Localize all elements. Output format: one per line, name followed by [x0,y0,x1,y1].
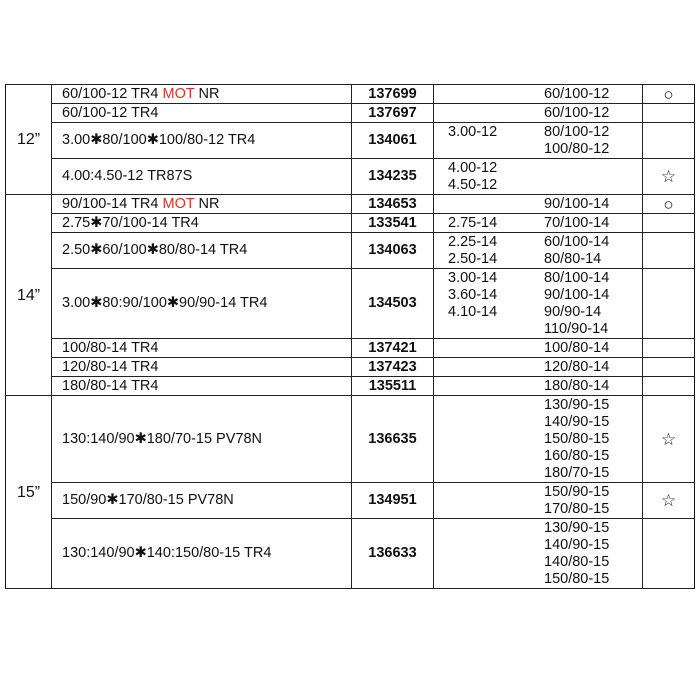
product-code: 134951 [352,483,434,519]
fitment-cell [434,123,643,159]
tube-description-text: 130:140/90✱180/70-15 PV78N [62,430,262,447]
fitment-cell [434,233,643,269]
fitment-wrap [434,234,642,268]
alt-sizes [434,378,538,395]
fitment-cell [434,104,643,123]
tube-description-text: 130:140/90✱140:150/80-15 TR4 [62,545,272,561]
table-row [6,159,695,195]
table-row [6,104,695,123]
fitment-wrap [434,378,642,395]
fit-size: 150/90-15 [544,483,610,500]
alt-sizes [434,359,538,376]
fitment-wrap [434,359,642,376]
fitment-cell [434,396,643,483]
tube-description [52,85,352,104]
product-code: 136633 [352,519,434,589]
fitment-cell [434,519,643,589]
fit-size: 80/100-14 [544,269,610,286]
fit-sizes [538,520,642,588]
table-row [6,358,695,377]
product-code: 137699 [352,85,434,104]
fitment-wrap [434,86,642,103]
fitment-cell [434,339,643,358]
fit-size: 110/90-14 [544,320,609,337]
fit-size: 150/80-15 [544,430,610,447]
fit-size: 80/100-12 [544,123,610,140]
fit-size: 130/90-15 [544,519,610,536]
tube-description [52,483,352,519]
product-code: 137697 [352,104,434,123]
mot-label: MOT [162,85,195,102]
rim-size-cell: 12” [6,85,52,195]
mark-cell [643,377,695,396]
alt-size: 2.75-14 [448,214,498,231]
fit-size: 140/90-15 [544,413,610,430]
alt-sizes [434,124,538,158]
tube-description-text: 4.00:4.50-12 TR87S [62,168,193,184]
fit-sizes [538,86,642,103]
fit-size: 160/80-15 [544,447,610,464]
tube-description-text: 120/80-14 TR4 [62,358,159,375]
tube-description-text: 90/100-14 TR4 [62,195,163,212]
mot-label: MOT [162,195,195,212]
fitment-cell [434,195,643,214]
mark-cell [643,358,695,377]
circle-mark-icon: ○ [643,195,695,214]
product-code: 137421 [352,339,434,358]
fitment-cell [434,159,643,195]
table-row [6,214,695,233]
alt-size: 4.00-12 [448,159,498,176]
fit-size: 180/80-14 [544,377,610,394]
alt-size: 3.60-14 [448,286,498,303]
fit-sizes [538,270,642,338]
tube-description-suffix: NR [194,85,220,102]
alt-sizes [434,196,538,213]
star-mark-icon: ☆ [643,483,695,519]
fit-size: 60/100-12 [544,104,610,121]
alt-sizes [434,215,538,232]
alt-sizes [434,340,538,357]
product-code: 134235 [352,159,434,195]
table-row [6,339,695,358]
tube-description [52,233,352,269]
fit-sizes [538,359,642,376]
tube-description [52,123,352,159]
alt-size: 4.10-14 [448,303,498,320]
fit-sizes [538,196,642,213]
fit-size: 60/100-14 [544,233,610,250]
alt-sizes [434,86,538,103]
table-row [6,377,695,396]
alt-sizes [434,270,538,338]
alt-sizes [434,484,538,518]
table-row [6,483,695,519]
fit-size: 130/90-15 [544,396,610,413]
tube-description-suffix: NR [194,195,220,212]
alt-size: 2.25-14 [448,233,498,250]
table-body [6,85,695,589]
fit-sizes [538,124,642,158]
table-row [6,195,695,214]
product-code: 137423 [352,358,434,377]
product-code: 134503 [352,269,434,339]
star-mark-icon: ☆ [643,159,695,195]
tube-description-text: 3.00✱80:90/100✱90/90-14 TR4 [62,295,268,311]
fit-size: 170/80-15 [544,500,610,517]
fitment-cell [434,358,643,377]
table-row [6,269,695,339]
table-row [6,123,695,159]
product-code: 134061 [352,123,434,159]
fit-size: 140/80-15 [544,553,610,570]
fitment-wrap [434,484,642,518]
mark-cell [643,104,695,123]
fit-size: 90/90-14 [544,303,602,320]
fit-size: 180/70-15 [544,464,610,481]
circle-mark-icon: ○ [643,85,695,104]
fitment-cell [434,377,643,396]
fit-sizes [538,105,642,122]
tube-description-text: 150/90✱170/80-15 PV78N [62,492,234,508]
mark-cell [643,123,695,159]
tube-description [52,195,352,214]
alt-size: 2.50-14 [448,250,498,267]
product-code: 134063 [352,233,434,269]
tube-description [52,358,352,377]
fitment-wrap [434,520,642,588]
fit-sizes [538,340,642,357]
fit-size: 90/100-14 [544,195,610,212]
fit-sizes [538,378,642,395]
fitment-wrap [434,105,642,122]
mark-cell [643,233,695,269]
table-row [6,396,695,483]
tube-description [52,214,352,233]
tube-description-text: 3.00✱80/100✱100/80-12 TR4 [62,132,256,148]
fit-size: 70/100-14 [544,214,610,231]
fitment-wrap [434,340,642,357]
fit-sizes [538,234,642,268]
fit-sizes [538,484,642,518]
fitment-wrap [434,215,642,232]
alt-size: 4.50-12 [448,176,498,193]
fitment-cell [434,269,643,339]
alt-size: 3.00-14 [448,269,498,286]
mark-cell [643,339,695,358]
tube-description [52,269,352,339]
product-code: 136635 [352,396,434,483]
star-mark-icon: ☆ [643,396,695,483]
tube-description [52,104,352,123]
fitment-wrap [434,270,642,338]
fitment-wrap [434,124,642,158]
tube-description-text: 180/80-14 TR4 [62,377,159,394]
tube-description [52,396,352,483]
fitment-wrap [434,397,642,482]
fit-size: 80/80-14 [544,250,602,267]
fit-size: 150/80-15 [544,570,610,587]
product-code: 133541 [352,214,434,233]
fitment-wrap [434,160,642,194]
tube-description [52,519,352,589]
alt-sizes [434,397,538,482]
fit-sizes [538,397,642,482]
fit-size: 100/80-12 [544,140,610,157]
table-row [6,519,695,589]
alt-sizes [434,520,538,588]
tube-description-text: 2.75✱70/100-14 TR4 [62,214,199,231]
mark-cell [643,269,695,339]
product-code: 134653 [352,195,434,214]
tube-description-text: 60/100-12 TR4 [62,85,163,102]
alt-sizes [434,160,538,194]
fit-size: 140/90-15 [544,536,610,553]
tube-description [52,159,352,195]
fit-sizes [538,215,642,232]
rim-size-cell: 14” [6,195,52,396]
fit-size: 60/100-12 [544,85,610,102]
fit-size: 90/100-14 [544,286,610,303]
fitment-wrap [434,196,642,213]
tube-description-text: 2.50✱60/100✱80/80-14 TR4 [62,242,248,258]
fitment-cell [434,85,643,104]
fit-sizes [538,160,642,194]
alt-sizes [434,234,538,268]
fitment-cell [434,483,643,519]
tube-description-text: 100/80-14 TR4 [62,339,159,356]
tube-size-table [5,84,695,589]
tube-description [52,377,352,396]
fitment-cell [434,214,643,233]
mark-cell [643,214,695,233]
alt-sizes [434,105,538,122]
table-row [6,233,695,269]
alt-size: 3.00-12 [448,123,498,140]
fit-size: 100/80-14 [544,339,610,356]
mark-cell [643,519,695,589]
tube-description-text: 60/100-12 TR4 [62,104,159,121]
fit-size: 120/80-14 [544,358,610,375]
table-row [6,85,695,104]
rim-size-cell: 15” [6,396,52,589]
product-code: 135511 [352,377,434,396]
tube-description [52,339,352,358]
